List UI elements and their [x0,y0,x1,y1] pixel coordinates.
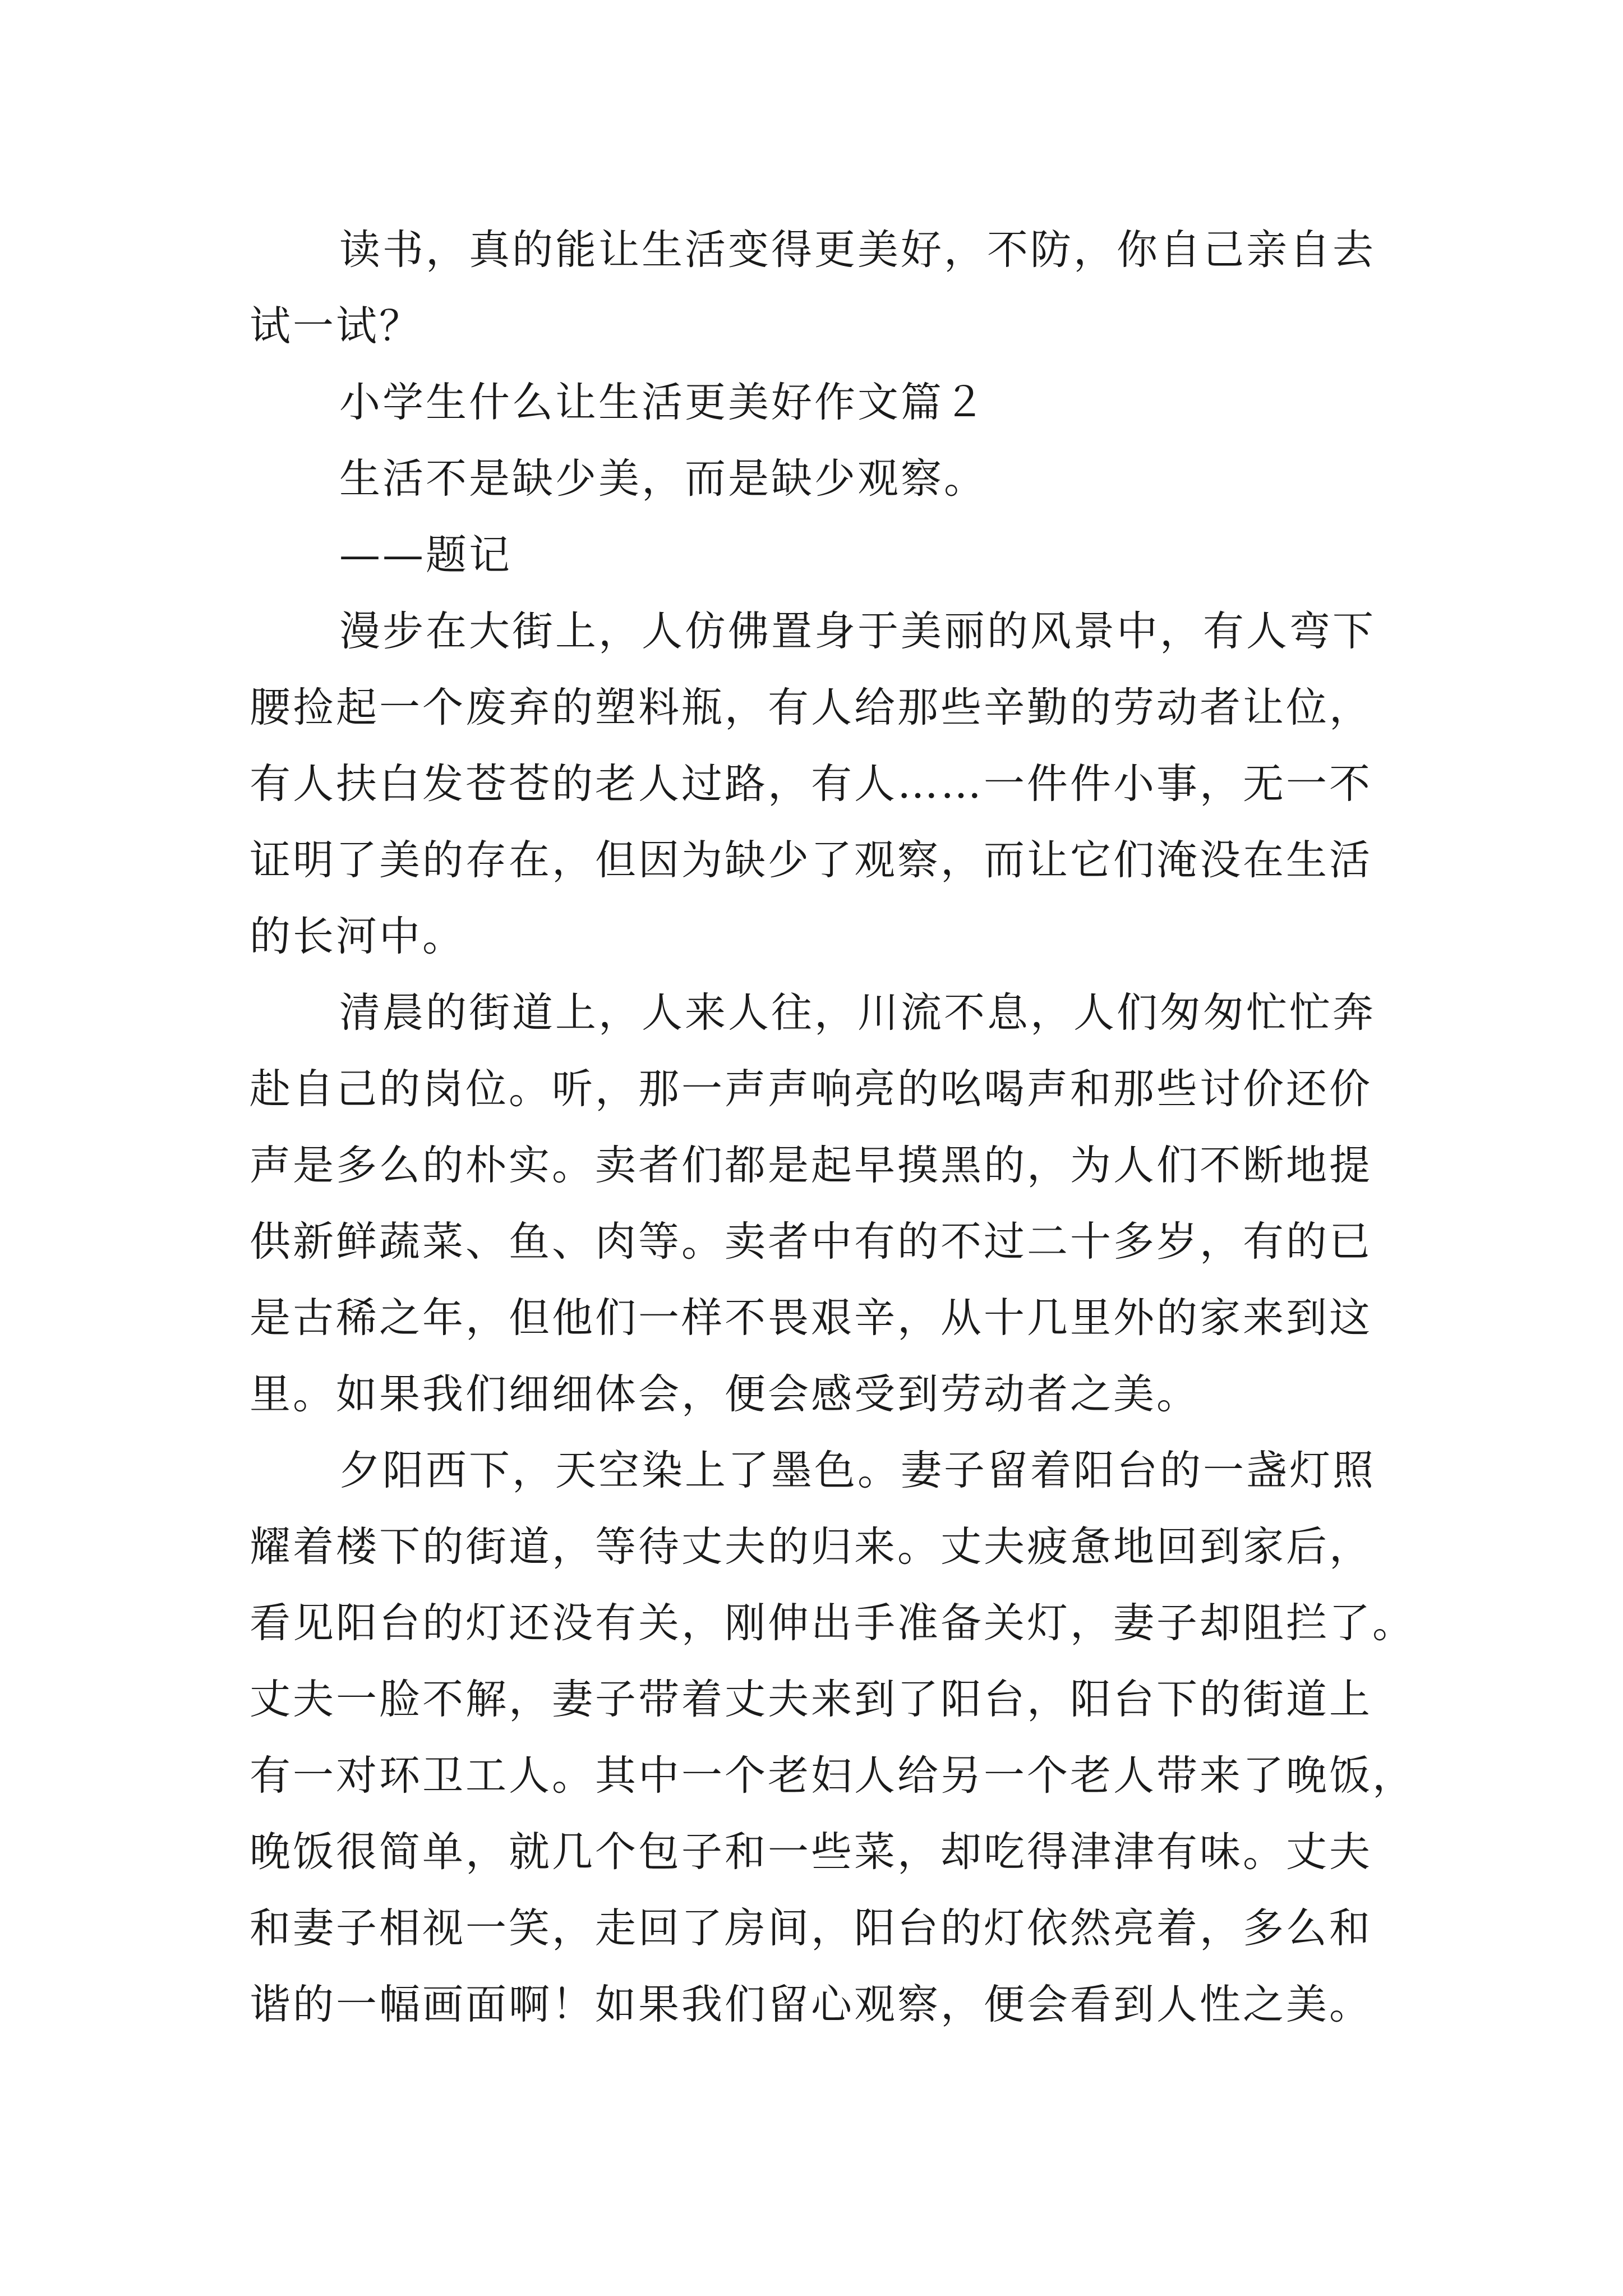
text-line: 夕阳西下，天空染上了墨色。妻子留着阳台的一盏灯照 [339,1447,1376,1494]
text-line: 丈夫一脸不解，妻子带着丈夫来到了阳台，阳台下的街道上 [250,1676,1372,1723]
text-line: 试一试？ [250,302,422,350]
text-line: 清晨的街道上，人来人往，川流不息，人们匆匆忙忙奔 [339,989,1376,1037]
essay-heading [250,365,1391,441]
text-line: 赴自己的岗位。听，那一声声响亮的吆喝声和那些讨价还价 [250,1065,1372,1113]
paragraph-morning-market [250,975,1391,1433]
text-line: 是古稀之年，但他们一样不畏艰辛，从十几里外的家来到这 [250,1294,1372,1342]
text-line: 证明了美的存在，但因为缺少了观察，而让它们淹没在生活 [250,836,1372,884]
text-line: 里。如果我们细细体会，便会感受到劳动者之美。 [250,1370,1200,1418]
text-line: 看见阳台的灯还没有关，刚伸出手准备关灯，妻子却阻拦了。 [250,1599,1415,1647]
text-line: 有一对环卫工人。其中一个老妇人给另一个老人带来了晚饭， [250,1752,1415,1800]
epigraph-source: ——题记 [339,531,512,579]
epigraph-attribution [250,517,1391,593]
text-line: 有人扶白发苍苍的老人过路，有人……一件件小事，无一不 [250,760,1372,808]
text-line: 的长河中。 [250,913,465,960]
text-line: 漫步在大街上，人仿佛置身于美丽的风景中，有人弯下 [339,608,1376,655]
text-line: 晚饭很简单，就几个包子和一些菜，却吃得津津有味。丈夫 [250,1828,1372,1876]
text-line: 供新鲜蔬菜、鱼、肉等。卖者中有的不过二十多岁，有的已 [250,1218,1372,1266]
text-line: 耀着楼下的街道，等待丈夫的归来。丈夫疲惫地回到家后， [250,1523,1372,1571]
text-line: 声是多么的朴实。卖者们都是起早摸黑的，为人们不断地提 [250,1142,1372,1189]
text-line: 腰捡起一个废弃的塑料瓶，有人给那些辛勤的劳动者让位， [250,684,1372,731]
text-line: 谐的一幅画面啊！如果我们留心观察，便会看到人性之美。 [250,1981,1372,2028]
text-line: 读书，真的能让生活变得更美好，不防，你自己亲自去 [339,226,1376,274]
paragraph-street-walk [250,593,1391,975]
text-line: 和妻子相视一笑，走回了房间，阳台的灯依然亮着，多么和 [250,1904,1372,1952]
paragraph-closing-reading [250,212,1391,365]
essay-title: 小学生什么让生活更美好作文篇２ [339,379,987,426]
epigraph [250,441,1391,517]
epigraph-quote: 生活不是缺少美，而是缺少观察。 [339,455,987,503]
document-body [250,212,1415,2043]
paragraph-sunset-balcony [250,1433,1415,2043]
